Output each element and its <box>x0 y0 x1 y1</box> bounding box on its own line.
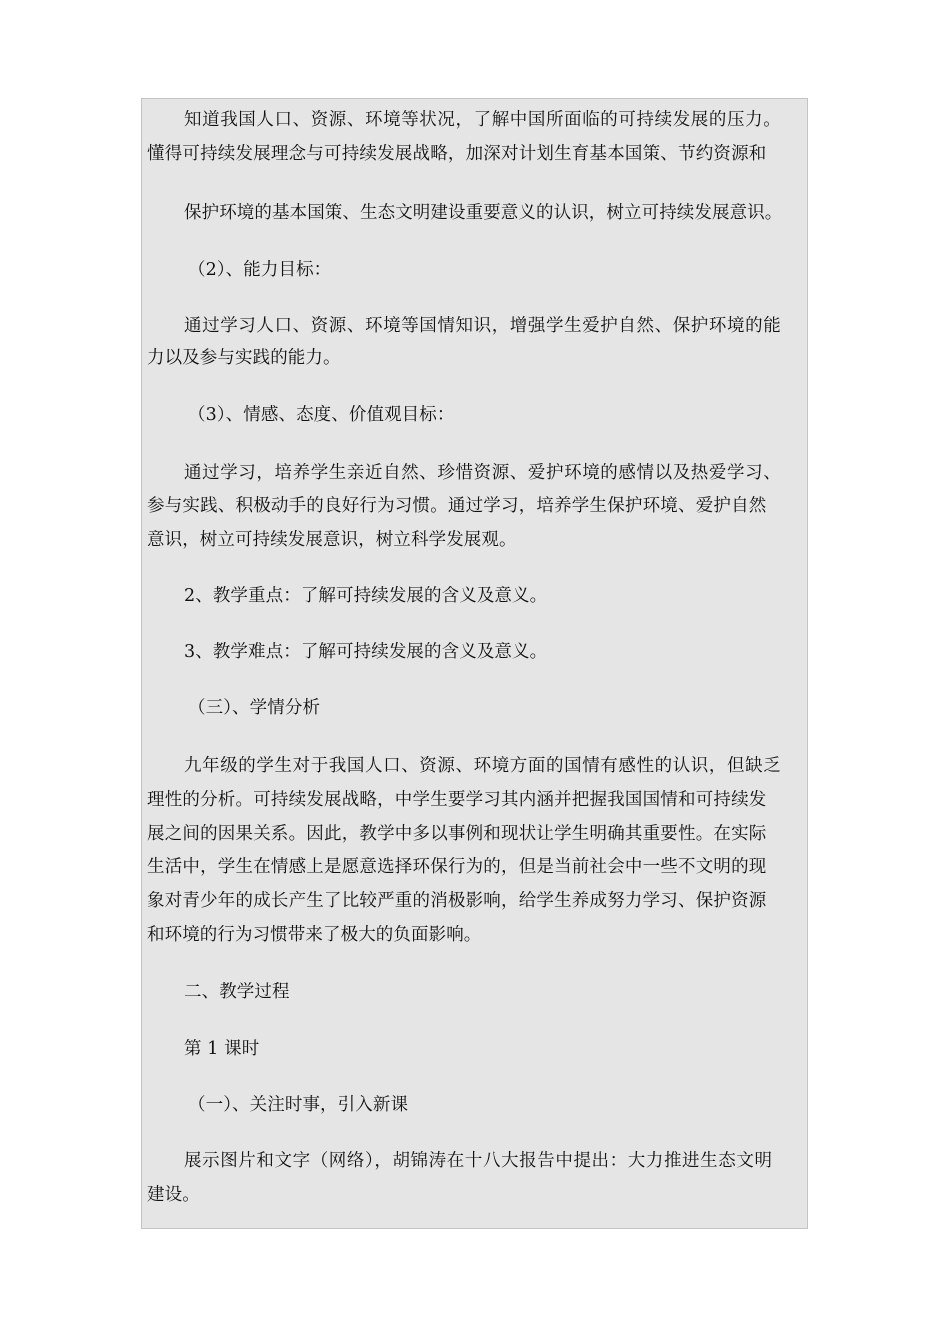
paragraph-line: 通过学习人口、资源、环境等国情知识，增强学生爱护自然、保护环境的能 <box>184 316 782 336</box>
difficult-point: 3、教学难点：了解可持续发展的含义及意义。 <box>184 642 548 662</box>
section-heading: （一）、关注时事，引入新课 <box>188 1095 409 1115</box>
paragraph-line: 懂得可持续发展理念与可持续发展战略，加深对计划生育基本国策、节约资源和 <box>147 144 767 164</box>
paragraph-line: 建设。 <box>147 1185 200 1205</box>
paragraph-line: 理性的分析。可持续发展战略，中学生要学习其内涵并把握我国国情和可持续发 <box>147 790 767 810</box>
key-point: 2、教学重点：了解可持续发展的含义及意义。 <box>184 586 548 606</box>
paragraph-line: 九年级的学生对于我国人口、资源、环境方面的国情有感性的认识，但缺乏 <box>184 756 782 776</box>
paragraph-line: 意识，树立可持续发展意识，树立科学发展观。 <box>147 530 517 550</box>
section-heading: （3）、情感、态度、价值观目标： <box>188 405 455 425</box>
paragraph-line: 保护环境的基本国策、生态文明建设重要意义的认识，树立可持续发展意识。 <box>184 203 783 223</box>
paragraph-line: 参与实践、积极动手的良好行为习惯。通过学习，培养学生保护环境、爱护自然 <box>147 496 767 516</box>
paragraph-line: 力以及参与实践的能力。 <box>147 348 341 368</box>
paragraph-line: 知道我国人口、资源、环境等状况，了解中国所面临的可持续发展的压力。 <box>184 110 782 130</box>
paragraph-line: 生活中，学生在情感上是愿意选择环保行为的，但是当前社会中一些不文明的现 <box>147 857 767 877</box>
paragraph-line: 和环境的行为习惯带来了极大的负面影响。 <box>147 925 482 945</box>
paragraph-line: 通过学习，培养学生亲近自然、珍惜资源、爱护环境的感情以及热爱学习、 <box>184 463 782 483</box>
document-page <box>141 98 808 1229</box>
lesson-heading: 第 1 课时 <box>184 1039 260 1059</box>
section-heading: 二、教学过程 <box>184 982 290 1002</box>
paragraph-line: 展之间的因果关系。因此，教学中多以事例和现状让学生明确其重要性。在实际 <box>147 824 767 844</box>
section-heading: （三）、学情分析 <box>188 698 321 718</box>
paragraph-line: 展示图片和文字（网络），胡锦涛在十八大报告中提出：大力推进生态文明 <box>184 1151 773 1171</box>
section-heading: （2）、能力目标： <box>188 260 332 280</box>
paragraph-line: 象对青少年的成长产生了比较严重的消极影响，给学生养成努力学习、保护资源 <box>147 891 767 911</box>
